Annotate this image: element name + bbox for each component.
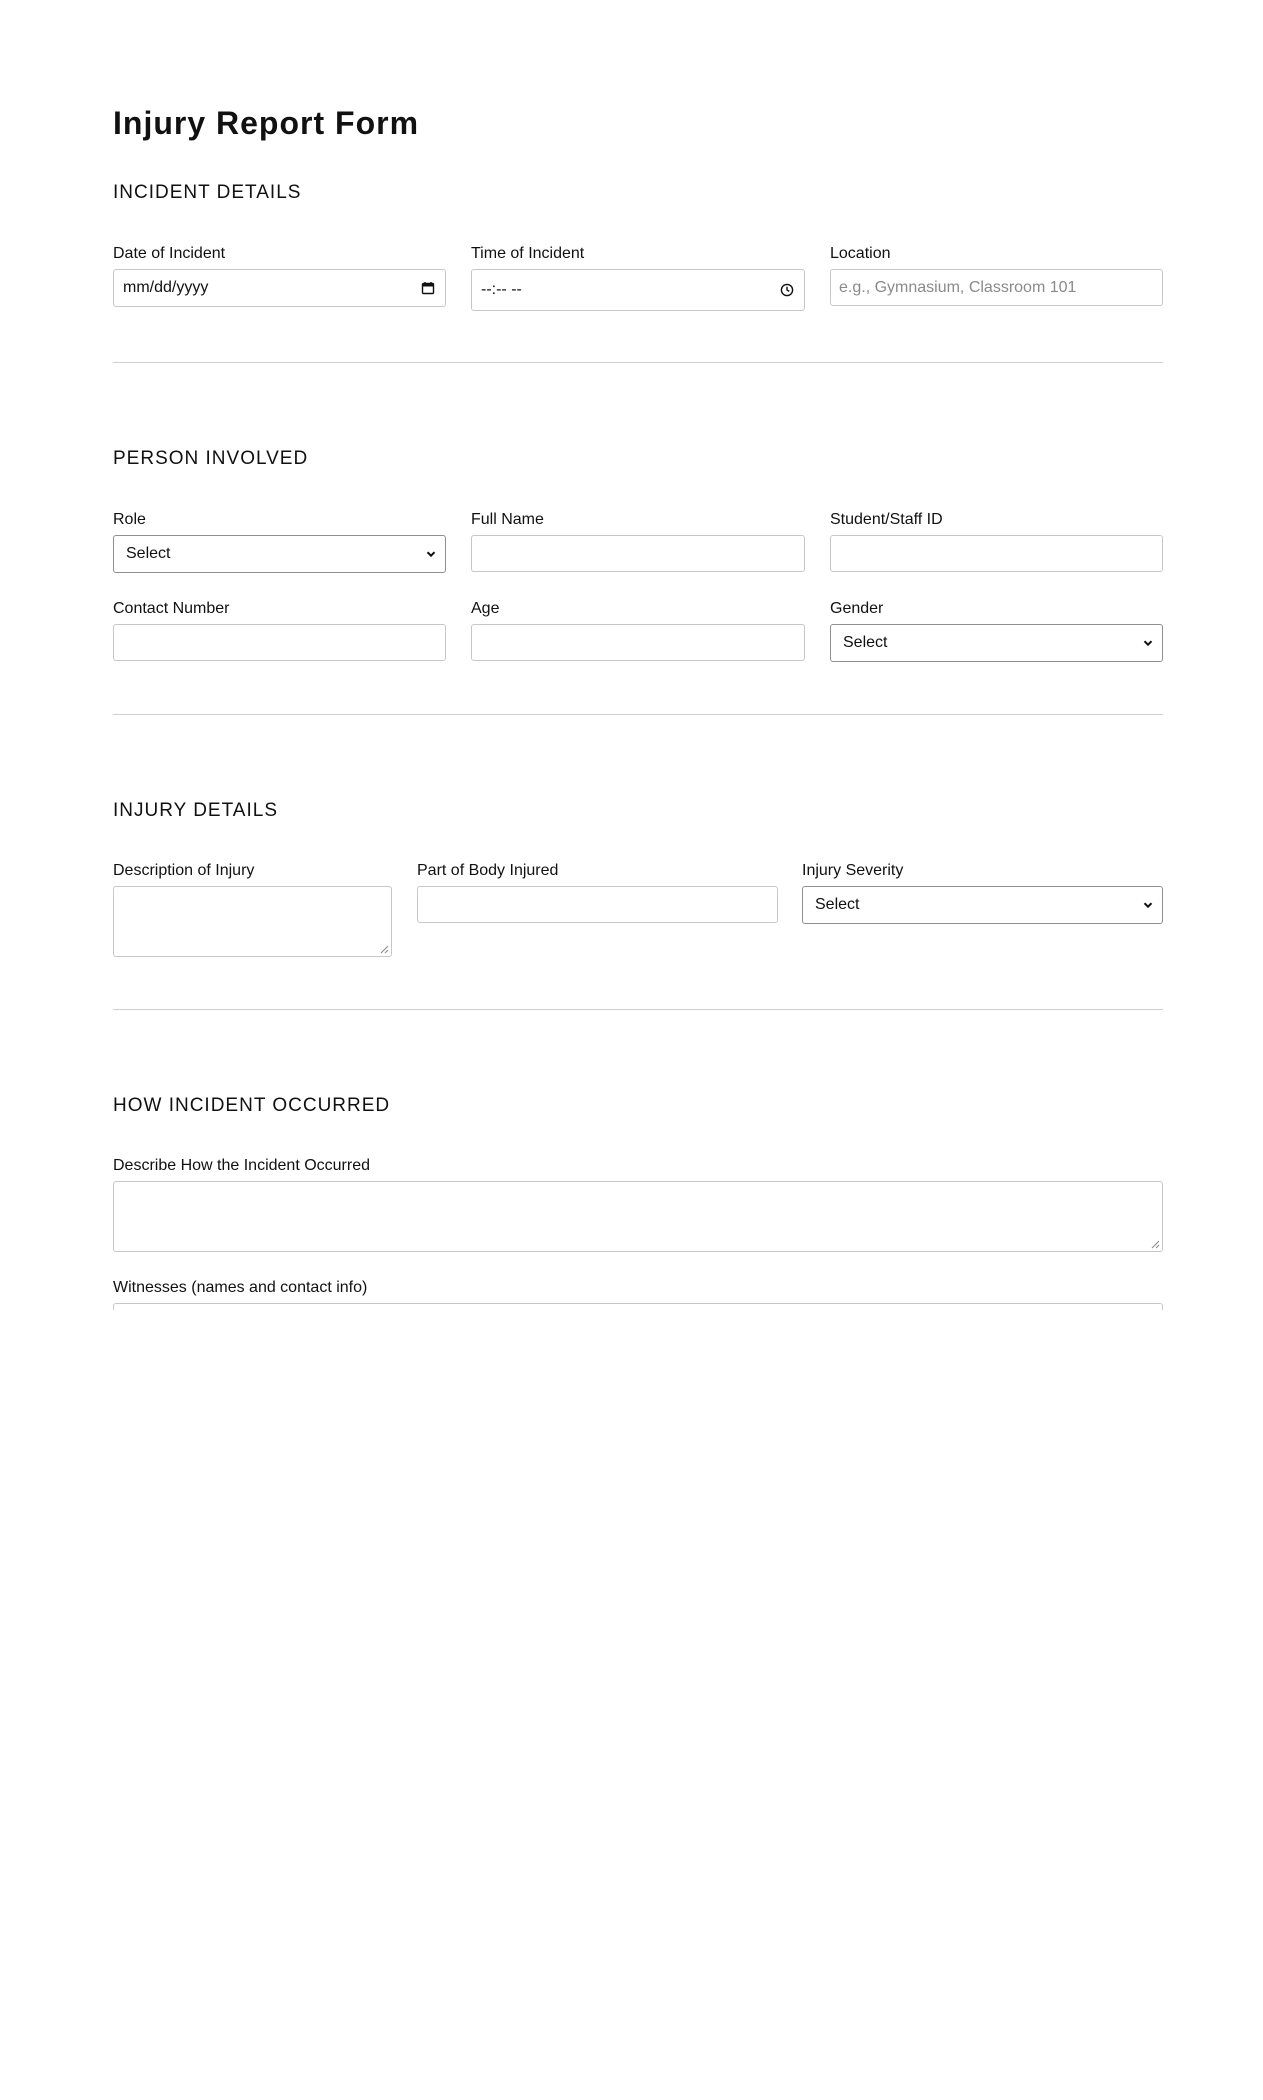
injury-severity-selected-value: Select (815, 896, 860, 913)
role-label: Role (113, 511, 146, 528)
injury-severity-select[interactable] (802, 886, 1163, 924)
describe-incident-textarea[interactable] (113, 1181, 1163, 1252)
date-of-incident-label: Date of Incident (113, 245, 226, 262)
section-divider (113, 362, 1163, 363)
clock-icon[interactable] (780, 283, 794, 297)
student-staff-id-input[interactable] (830, 535, 1163, 572)
time-of-incident-value: --:-- -- (481, 281, 522, 298)
location-placeholder: e.g., Gymnasium, Classroom 101 (839, 278, 1077, 296)
resize-handle-icon[interactable] (380, 945, 389, 954)
student-staff-id-label: Student/Staff ID (830, 511, 943, 528)
gender-label: Gender (830, 600, 884, 617)
full-name-input[interactable] (471, 535, 805, 572)
description-of-injury-textarea[interactable] (113, 886, 392, 957)
gender-selected-value: Select (843, 634, 888, 651)
role-select[interactable] (113, 535, 446, 573)
page-title: Injury Report Form (113, 105, 420, 141)
injury-severity-label: Injury Severity (802, 862, 904, 879)
location-label: Location (830, 245, 891, 262)
calendar-icon[interactable] (421, 281, 435, 295)
gender-select[interactable] (830, 624, 1163, 662)
chevron-down-icon (425, 548, 437, 560)
contact-number-input[interactable] (113, 624, 446, 661)
location-input[interactable] (830, 269, 1163, 306)
role-selected-value: Select (126, 545, 171, 562)
time-of-incident-input[interactable] (471, 269, 805, 311)
resize-handle-icon[interactable] (1151, 1240, 1160, 1249)
section-title-how-incident-occurred: HOW INCIDENT OCCURRED (113, 1095, 391, 1116)
section-divider (113, 714, 1163, 715)
witnesses-textarea[interactable] (113, 1303, 1163, 1310)
describe-incident-label: Describe How the Incident Occurred (113, 1157, 370, 1174)
time-of-incident-label: Time of Incident (471, 245, 585, 262)
section-title-injury-details: INJURY DETAILS (113, 800, 278, 821)
injury-report-form (113, 0, 1163, 1310)
contact-number-label: Contact Number (113, 600, 230, 617)
section-title-incident-details: INCIDENT DETAILS (113, 182, 302, 203)
witnesses-label: Witnesses (names and contact info) (113, 1279, 368, 1296)
date-of-incident-value: mm/dd/yyyy (123, 279, 209, 296)
section-title-person-involved: PERSON INVOLVED (113, 448, 309, 469)
full-name-label: Full Name (471, 511, 544, 528)
chevron-down-icon (1142, 899, 1154, 911)
date-of-incident-input[interactable] (113, 269, 446, 307)
section-divider (113, 1009, 1163, 1010)
description-of-injury-label: Description of Injury (113, 862, 255, 879)
part-of-body-injured-label: Part of Body Injured (417, 862, 559, 879)
age-label: Age (471, 600, 500, 617)
chevron-down-icon (1142, 637, 1154, 649)
part-of-body-injured-input[interactable] (417, 886, 778, 923)
age-input[interactable] (471, 624, 805, 661)
